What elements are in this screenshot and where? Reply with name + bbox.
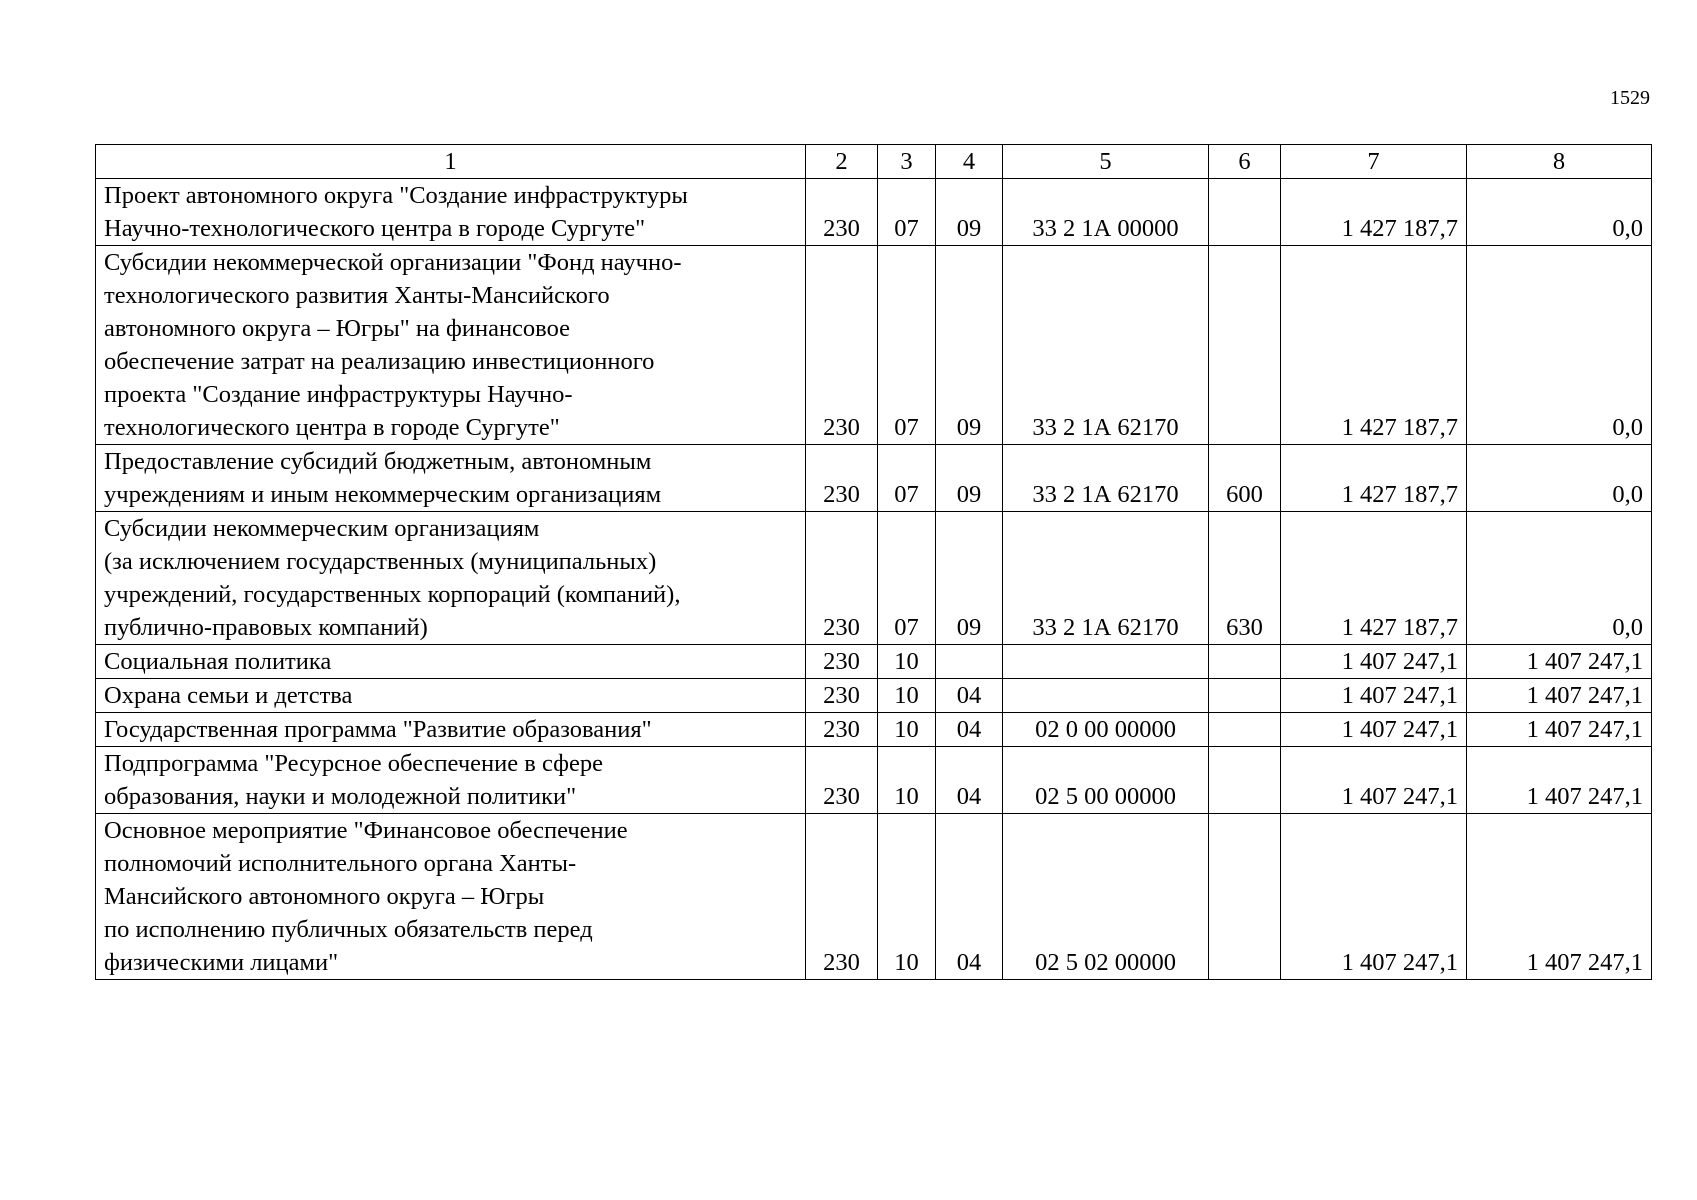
row-subsection <box>936 645 1003 679</box>
row-expense-type <box>1209 246 1281 445</box>
row-name: Проект автономного округа "Создание инфраструктуры Научно-технологического центра в городе Сургуте" <box>96 179 806 246</box>
row-section: 07 <box>878 445 936 512</box>
header-col-7: 7 <box>1281 145 1467 179</box>
row-amount-2: 1 407 247,1 <box>1467 679 1652 713</box>
row-target-article: 33 2 1А 62170 <box>1003 445 1209 512</box>
row-amount-1: 1 427 187,7 <box>1281 246 1467 445</box>
table-row <box>96 645 1652 679</box>
row-subsection: 04 <box>936 679 1003 713</box>
header-col-4: 4 <box>936 145 1003 179</box>
row-name: Основное мероприятие "Финансовое обеспечение полномочий исполнительного органа Ханты- Мансийского автономного округа – Югры по исполнению публичных обязательств перед физическими лицами" <box>96 814 806 980</box>
row-ministry-code: 230 <box>806 814 878 980</box>
row-name: Субсидии некоммерческим организациям (за исключением государственных (муниципальных) учреждений, государственных корпораций (компаний), публично-правовых компаний) <box>96 512 806 645</box>
budget-table <box>95 144 1652 980</box>
row-amount-1: 1 407 247,1 <box>1281 645 1467 679</box>
row-amount-2: 0,0 <box>1467 445 1652 512</box>
row-section: 10 <box>878 679 936 713</box>
row-name: Социальная политика <box>96 645 806 679</box>
header-col-2: 2 <box>806 145 878 179</box>
row-target-article: 33 2 1А 00000 <box>1003 179 1209 246</box>
page-number: 1529 <box>1610 87 1650 109</box>
row-expense-type <box>1209 747 1281 814</box>
row-amount-1: 1 427 187,7 <box>1281 512 1467 645</box>
row-ministry-code: 230 <box>806 445 878 512</box>
row-ministry-code: 230 <box>806 747 878 814</box>
row-amount-2: 1 407 247,1 <box>1467 713 1652 747</box>
table-row <box>96 445 1652 512</box>
row-target-article: 33 2 1А 62170 <box>1003 246 1209 445</box>
table-row <box>96 747 1652 814</box>
header-col-5: 5 <box>1003 145 1209 179</box>
table-row <box>96 246 1652 445</box>
row-amount-2: 0,0 <box>1467 179 1652 246</box>
row-name: Охрана семьи и детства <box>96 679 806 713</box>
row-amount-2: 0,0 <box>1467 246 1652 445</box>
row-amount-2: 0,0 <box>1467 512 1652 645</box>
row-amount-1: 1 407 247,1 <box>1281 814 1467 980</box>
row-subsection: 04 <box>936 747 1003 814</box>
row-name: Государственная программа "Развитие образования" <box>96 713 806 747</box>
row-target-article: 02 5 00 00000 <box>1003 747 1209 814</box>
row-target-article <box>1003 645 1209 679</box>
row-target-article <box>1003 679 1209 713</box>
row-ministry-code: 230 <box>806 179 878 246</box>
table-row <box>96 512 1652 645</box>
row-name: Подпрограмма "Ресурсное обеспечение в сфере образования, науки и молодежной политики" <box>96 747 806 814</box>
row-amount-1: 1 407 247,1 <box>1281 713 1467 747</box>
row-section: 10 <box>878 747 936 814</box>
row-ministry-code: 230 <box>806 713 878 747</box>
header-col-8: 8 <box>1467 145 1652 179</box>
row-ministry-code: 230 <box>806 679 878 713</box>
row-amount-2: 1 407 247,1 <box>1467 814 1652 980</box>
row-subsection: 09 <box>936 512 1003 645</box>
row-target-article: 02 5 02 00000 <box>1003 814 1209 980</box>
row-section: 07 <box>878 179 936 246</box>
row-amount-1: 1 427 187,7 <box>1281 445 1467 512</box>
table-row <box>96 814 1652 980</box>
row-expense-type <box>1209 645 1281 679</box>
row-section: 07 <box>878 246 936 445</box>
row-expense-type <box>1209 179 1281 246</box>
table-row <box>96 179 1652 246</box>
table-row <box>96 679 1652 713</box>
row-amount-2: 1 407 247,1 <box>1467 747 1652 814</box>
table-row <box>96 713 1652 747</box>
row-section: 07 <box>878 512 936 645</box>
row-target-article: 02 0 00 00000 <box>1003 713 1209 747</box>
row-ministry-code: 230 <box>806 246 878 445</box>
row-expense-type <box>1209 679 1281 713</box>
row-section: 10 <box>878 645 936 679</box>
row-amount-1: 1 407 247,1 <box>1281 679 1467 713</box>
header-col-1: 1 <box>96 145 806 179</box>
header-col-3: 3 <box>878 145 936 179</box>
row-name: Субсидии некоммерческой организации "Фонд научно- технологического развития Ханты-Мансийского автономного округа – Югры" на финансовое обеспечение затрат на реализацию инвестиционного проекта "Создание инфраструктуры Научно- технологического центра в городе Сургуте" <box>96 246 806 445</box>
row-expense-type: 600 <box>1209 445 1281 512</box>
row-subsection: 09 <box>936 445 1003 512</box>
header-col-6: 6 <box>1209 145 1281 179</box>
row-amount-1: 1 427 187,7 <box>1281 179 1467 246</box>
row-name: Предоставление субсидий бюджетным, автономным учреждениям и иным некоммерческим организациям <box>96 445 806 512</box>
row-expense-type: 630 <box>1209 512 1281 645</box>
row-amount-2: 1 407 247,1 <box>1467 645 1652 679</box>
row-ministry-code: 230 <box>806 512 878 645</box>
row-target-article: 33 2 1А 62170 <box>1003 512 1209 645</box>
row-ministry-code: 230 <box>806 645 878 679</box>
row-amount-1: 1 407 247,1 <box>1281 747 1467 814</box>
row-expense-type <box>1209 713 1281 747</box>
row-subsection: 09 <box>936 246 1003 445</box>
row-section: 10 <box>878 713 936 747</box>
row-expense-type <box>1209 814 1281 980</box>
row-subsection: 09 <box>936 179 1003 246</box>
header-row <box>96 145 1652 179</box>
row-subsection: 04 <box>936 814 1003 980</box>
row-section: 10 <box>878 814 936 980</box>
row-subsection: 04 <box>936 713 1003 747</box>
